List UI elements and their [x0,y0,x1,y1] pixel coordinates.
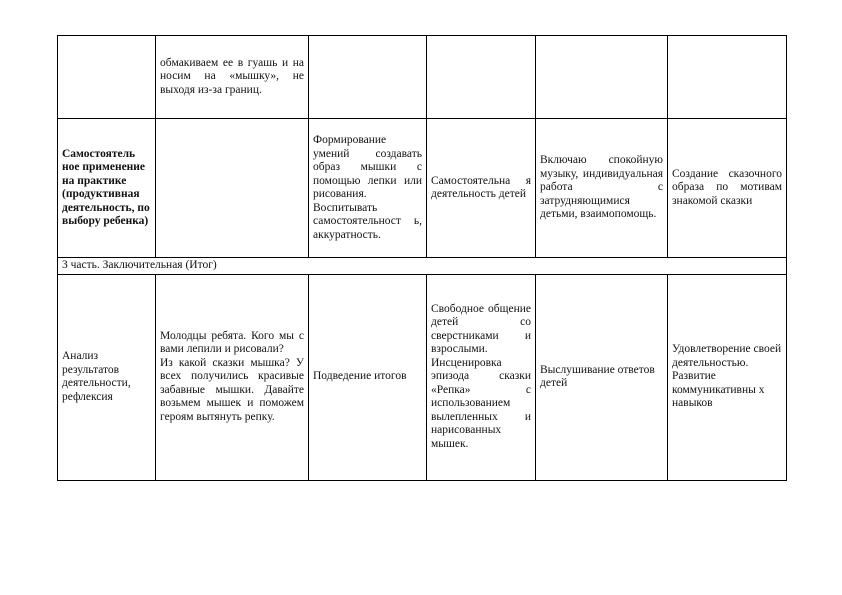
teacher-activity-cell: обмакиваем ее в гуашь и на носим на «мышку», не выходя из-за границ. [156,36,309,119]
section-header: 3 часть. Заключительная (Итог) [58,258,787,275]
child-activity-cell: Самостоятельна я деятельность детей [427,119,536,258]
table-row [58,119,787,258]
table-row [58,274,787,480]
goals-cell: Формирование умений создавать образ мышки с помощью лепки или рисования. Воспитывать самостоятельност ь, аккуратность. [309,119,427,258]
methods-cell: Включаю спокойную музыку, индивидуальная работа с затрудняющимися детьми, взаимопомощь. [536,119,668,258]
teacher-activity-cell [156,119,309,258]
stage-cell: Анализ результатов деятельности, рефлексия [58,274,156,480]
child-activity-cell: Свободное общение детей со сверстниками и взрослыми. Инсценировка эпизода сказки «Репка» с использованием вылепленных и нарисованных мышек. [427,274,536,480]
stage-cell: Самостоятель ное применение на практике (продуктивная деятельность, по выбору ребенка) [58,119,156,258]
goals-cell [309,36,427,119]
stage-cell [58,36,156,119]
child-activity-cell [427,36,536,119]
result-cell: Удовлетворение своей деятельностью. Развитие коммуникативны х навыков [668,274,787,480]
goals-cell: Подведение итогов [309,274,427,480]
methods-cell [536,36,668,119]
result-cell: Создание сказочного образа по мотивам знакомой сказки [668,119,787,258]
section-header-row [58,258,787,275]
lesson-plan-table [57,35,787,481]
teacher-activity-cell: Молодцы ребята. Кого мы с вами лепили и рисовали? Из какой сказки мышка? У всех получились красивые забавные мышки. Давайте возьмем мышек и поможем героям вытянуть репку. [156,274,309,480]
methods-cell: Выслушивание ответов детей [536,274,668,480]
result-cell [668,36,787,119]
table-row [58,36,787,119]
